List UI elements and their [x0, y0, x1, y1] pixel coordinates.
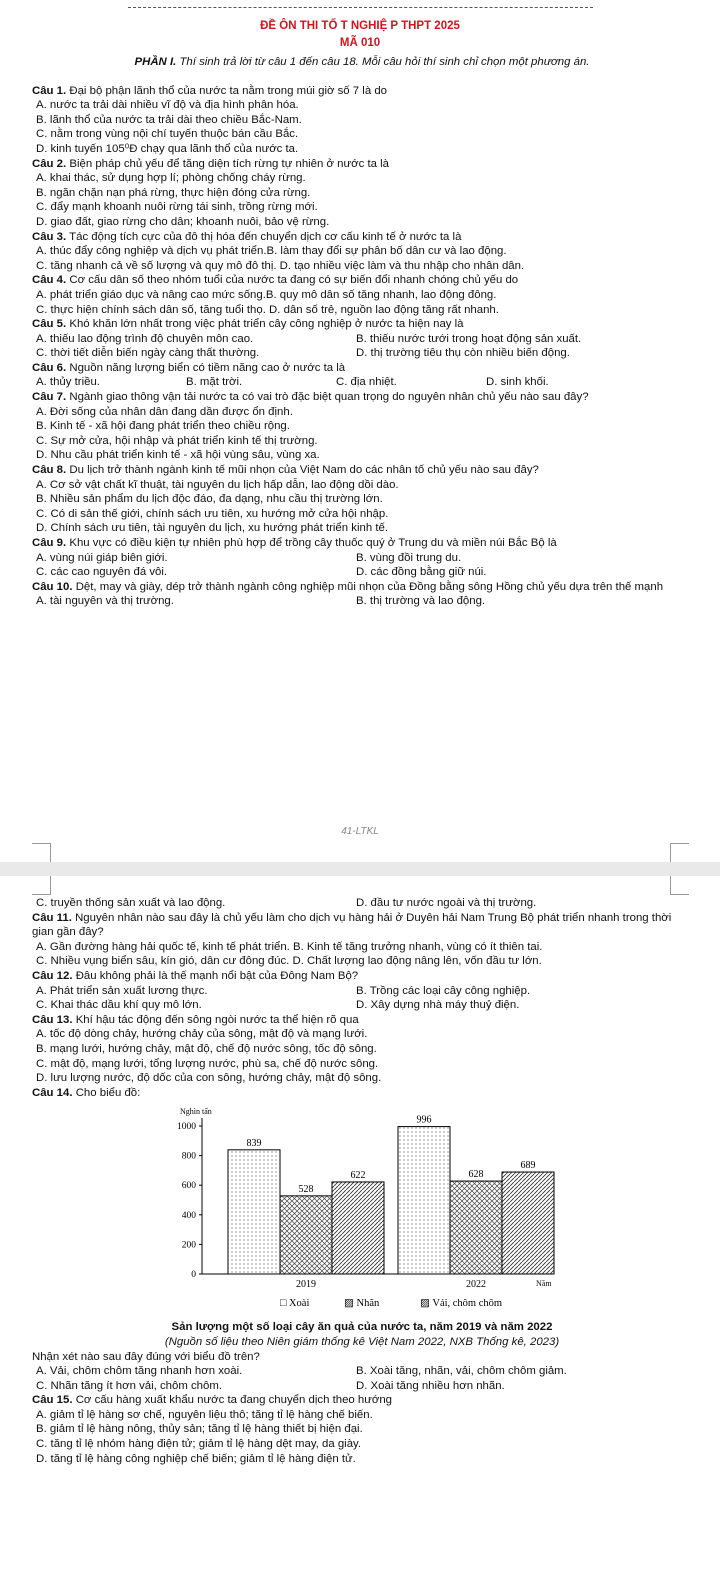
crop-mark	[670, 843, 689, 862]
option: B. Xoài tăng, nhãn, vải, chôm chôm giảm.	[356, 1365, 567, 1378]
question-4: Câu 4. Cơ cấu dân số theo nhóm tuổi của nước ta đang có sự biến đổi nhanh chóng chủ yếu do A. phát triển giáo dục và nâng cao mức sống.B. quy mô dân số tăng nhanh, lao động đông. C. thực hiện chính sách dân số, tăng tuổi thọ. D. dân số trẻ, nguồn lao động tăng rất nhanh.	[32, 273, 692, 317]
option: A. tài nguyên và thị trường.	[36, 595, 174, 608]
question-6: Câu 6. Nguồn năng lượng biển có tiềm năng cao ở nước ta là A. thủy triều. B. mặt trời. C. địa nhiệt. D. sinh khối.	[32, 361, 692, 390]
option: D. Xoài tăng nhiều hơn nhãn.	[356, 1379, 505, 1392]
option: B. thiếu nước tưới trong hoạt động sản xuất.	[356, 332, 582, 345]
option: B. lãnh thổ của nước ta trải dài theo chiều Bắc-Nam.	[36, 113, 302, 126]
option: C. Có di sản thế giới, chính sách ưu tiên, xu hướng mở cửa hội nhập.	[36, 507, 389, 520]
option: A. khai thác, sử dụng hợp lí; phòng chống cháy rừng.	[36, 172, 306, 185]
page-1-content	[32, 55, 692, 609]
crop-mark	[670, 876, 689, 895]
page-2	[0, 876, 720, 1576]
option-row: C. tăng nhanh cả về số lượng và quy mô đô thị. D. tạo nhiều việc làm và thu nhập cho nhân dân.	[36, 259, 525, 272]
question-15: Câu 15. Cơ cấu hàng xuất khẩu nước ta đang chuyển dịch theo hướng A. giảm tỉ lệ hàng sơ chế, nguyên liệu thô; tăng tỉ lệ hàng chế biến. B. giảm tỉ lệ hàng nông, thủy sản; tăng tỉ lệ hàng thiết bị hiện đại. C. tăng tỉ lệ nhóm hàng điện tử; giảm tỉ lệ hàng dệt may, da giày. D. tăng tỉ lệ hàng công nghiệp chế biến; giảm tỉ lệ hàng điện tử.	[32, 1393, 692, 1466]
x-axis-label: Năm	[536, 1279, 552, 1289]
option: C. Sự mở cửa, hội nhập và phát triển kinh tế thị trường.	[36, 434, 318, 447]
option: B. Kinh tế - xã hội đang phát triển theo chiều rộng.	[36, 420, 290, 433]
page-gap	[0, 862, 720, 876]
chart-container	[162, 1106, 562, 1318]
option: C. Khai thác dầu khí quy mô lớn.	[36, 999, 202, 1012]
option: D. sinh khối.	[486, 376, 549, 389]
option: A. thủy triều.	[36, 376, 100, 389]
y-tick-label: 200	[181, 1240, 196, 1251]
bar-value-label: 628	[468, 1169, 484, 1181]
option: D. Xây dựng nhà máy thuỷ điện.	[356, 999, 520, 1012]
option: C. tăng tỉ lệ nhóm hàng điện tử; giảm tỉ lệ hàng dệt may, da giày.	[36, 1438, 362, 1451]
bar	[228, 1150, 280, 1274]
option-row: A. phát triển giáo dục và nâng cao mức sống.B. quy mô dân số tăng nhanh, lao động đông.	[36, 288, 497, 301]
question-8: Câu 8. Du lịch trở thành ngành kinh tế mũi nhọn của Việt Nam do các nhân tố chủ yếu nào sau đây? A. Cơ sở vật chất kĩ thuật, tài nguyên du lịch hấp dẫn, lao động dồi dào. B. Nhiều sản phẩm du lịch độc đáo, đa dạng, nhu cầu thị trường lớn. C. Có di sản thế giới, chính sách ưu tiên, xu hướng mở cửa hội nhập. D. Chính sách ưu tiên, tài nguyên du lịch, xu hướng phát triển kinh tế.	[32, 463, 692, 536]
exam-title: ĐỀ ÔN THI TỐ T NGHIỆ P THPT 2025	[260, 20, 460, 32]
option: A. Vải, chôm chôm tăng nhanh hơn xoài.	[36, 1365, 243, 1378]
option: A. Phát triển sản xuất lương thực.	[36, 984, 208, 997]
bar-value-label: 622	[350, 1170, 366, 1182]
question-14: Câu 14. Cho biểu đồ: Nghìn tấn Năm 0 200 400 600 800 1000 839 528 622 2019 996 628 689 2022 □ Xoài ▨ Nhãn ▨ Vải, chôm chôm Sản lượng một số loại cây ăn quả của nước ta, năm 2019 và năm 2022 (Nguồn số liệu theo Niên giám thống kê Việt Nam 2022, NXB Thống kê, 2023) Nhận xét nào sau đây đúng với biểu đồ trên? A. Vải, chôm chôm tăng nhanh hơn xoài. B. Xoài tăng, nhãn, vải, chôm chôm giảm. C. Nhãn tăng ít hơn vải, chôm chôm. D. Xoài tăng nhiều hơn nhãn.	[32, 1086, 692, 1394]
bar	[332, 1182, 384, 1274]
option: B. vùng đồi trung du.	[356, 551, 462, 564]
crop-mark	[32, 876, 51, 895]
question-9: Câu 9. Khu vực có điều kiện tự nhiên phù hợp để trồng cây thuốc quý ở Trung du và miền núi Bắc Bộ là A. vùng núi giáp biên giới. B. vùng đồi trung du. C. các cao nguyên đá vôi. D. các đồng bằng giữ núi.	[32, 536, 692, 580]
option: D. thị trường tiêu thụ còn nhiều biến động.	[356, 347, 570, 360]
question-1: Câu 1. Đại bộ phận lãnh thổ của nước ta nằm trong múi giờ số 7 là do A. nước ta trải dài nhiều vĩ độ và địa hình phân hóa. B. lãnh thổ của nước ta trải dài theo chiều Bắc-Nam. C. nằm trong vùng nội chí tuyến thuộc bán cầu Bắc. D. kinh tuyến 105⁰Đ chạy qua lãnh thổ của nước ta.	[32, 84, 692, 157]
bar	[450, 1181, 502, 1274]
question-12: Câu 12. Đâu không phải là thế mạnh nổi bật của Đông Nam Bộ? A. Phát triển sản xuất lương thực. B. Trồng các loại cây công nghiệp. C. Khai thác dầu khí quy mô lớn. D. Xây dựng nhà máy thuỷ điện.	[32, 969, 692, 1013]
option: D. Chính sách ưu tiên, tài nguyên du lịch, xu hướng phát triển kinh tế.	[36, 522, 388, 535]
option: C. thời tiết diễn biến ngày càng thất thường.	[36, 347, 260, 360]
option: A. vùng núi giáp biên giới.	[36, 551, 168, 564]
option: C. các cao nguyên đá vôi.	[36, 566, 168, 579]
question-3: Câu 3. Tác động tích cực của đô thị hóa đến chuyển dịch cơ cấu kinh tế ở nước ta là A. thúc đẩy công nghiệp và dịch vụ phát triển.B. làm thay đổi sự phân bố dân cư và lao động. C. tăng nhanh cả về số lượng và quy mô đô thị. D. tạo nhiều việc làm và thu nhập cho nhân dân.	[32, 230, 692, 274]
bar-chart	[162, 1106, 562, 1318]
bar-value-label: 689	[520, 1160, 536, 1172]
option: B. mạng lưới, hướng chảy, mật độ, chế độ nước sông, tốc độ sông.	[36, 1042, 377, 1055]
y-tick-label: 400	[181, 1211, 196, 1222]
option: A. Cơ sở vật chất kĩ thuật, tài nguyên du lịch hấp dẫn, lao động dồi dào.	[36, 478, 399, 491]
option-row: A. thúc đẩy công nghiệp và dịch vụ phát triển.B. làm thay đổi sự phân bố dân cư và lao động.	[36, 245, 507, 258]
option: B. ngăn chặn nạn phá rừng, thực hiện đóng cửa rừng.	[36, 186, 311, 199]
option: B. Nhiều sản phẩm du lịch độc đáo, đa dạng, nhu cầu thị trường lớn.	[36, 493, 383, 506]
x-tick-label: 2022	[466, 1279, 486, 1291]
y-tick-label: 600	[181, 1181, 196, 1192]
option-row: C. Nhiều vụng biển sâu, kín gió, dân cư đông đúc. D. Chất lượng lao động nâng lên, vốn đầu tư lớn.	[36, 955, 542, 968]
chart-title: Sản lượng một số loại cây ăn quả của nước ta, năm 2019 và năm 2022	[171, 1321, 553, 1334]
option: A. giảm tỉ lệ hàng sơ chế, nguyên liệu thô; tăng tỉ lệ hàng chế biến.	[36, 1408, 373, 1421]
y-tick-label: 0	[191, 1270, 196, 1281]
legend-item: ▨ Vải, chôm chôm	[420, 1298, 503, 1310]
bar-value-label: 839	[246, 1138, 262, 1150]
part-instruction: PHẦN I. Thí sinh trả lời từ câu 1 đến câu 18. Mỗi câu hỏi thí sinh chỉ chọn một phương án.	[134, 56, 590, 68]
option: A. tốc độ dòng chảy, hướng chảy của sông, mật độ và mạng lưới.	[36, 1028, 368, 1041]
option-row: C. thực hiện chính sách dân số, tăng tuổi thọ. D. dân số trẻ, nguồn lao động tăng rất nhanh.	[36, 303, 499, 316]
option: D. Nhu cầu phát triển kinh tế - xã hội vùng sâu, vùng xa.	[36, 449, 320, 462]
option: C. mật độ, mạng lưới, tổng lượng nước, phù sa, chế độ nước sông.	[36, 1057, 379, 1070]
crop-mark	[32, 843, 51, 862]
option: A. thiếu lao động trình độ chuyên môn cao.	[36, 332, 254, 345]
question-10: Câu 10. Dệt, may và giày, dép trở thành ngành công nghiệp mũi nhọn của Đồng bằng sông Hồng chủ yếu dựa trên thế mạnh A. tài nguyên và thị trường. B. thị trường và lao động.	[32, 580, 692, 609]
bar-value-label: 996	[416, 1114, 432, 1126]
option: D. lưu lượng nước, độ dốc của con sông, hướng chảy, mật độ sông.	[36, 1072, 382, 1085]
chart-source: (Nguồn số liệu theo Niên giám thống kê Việt Nam 2022, NXB Thống kê, 2023)	[164, 1335, 560, 1348]
y-axis-label: Nghìn tấn	[180, 1107, 212, 1117]
question-7: Câu 7. Ngành giao thông vận tải nước ta có vai trò đặc biệt quan trọng do nguyên nhân chủ yếu nào sau đây? A. Đời sống của nhân dân đang dần được ổn định. B. Kinh tế - xã hội đang phát triển theo chiều rộng. C. Sự mở cửa, hội nhập và phát triển kinh tế thị trường. D. Nhu cầu phát triển kinh tế - xã hội vùng sâu, vùng xa.	[32, 390, 692, 463]
bar	[502, 1172, 554, 1274]
page-footer: 41-LTKL	[341, 826, 379, 837]
option: D. tăng tỉ lệ hàng công nghiệp chế biến; giảm tỉ lệ hàng điện tử.	[36, 1452, 356, 1465]
option: C. Nhãn tăng ít hơn vải, chôm chôm.	[36, 1379, 223, 1392]
x-tick-label: 2019	[296, 1279, 316, 1291]
option: B. giảm tỉ lệ hàng nông, thủy sản; tăng tỉ lệ hàng thiết bị hiện đại.	[36, 1423, 363, 1436]
bar-value-label: 528	[298, 1184, 314, 1196]
legend-item: □ Xoài	[280, 1298, 310, 1310]
option: D. kinh tuyến 105⁰Đ chạy qua lãnh thổ của nước ta.	[36, 142, 299, 155]
y-tick-label: 1000	[177, 1122, 196, 1133]
question-13: Câu 13. Khí hậu tác động đến sông ngòi nước ta thể hiện rõ qua A. tốc độ dòng chảy, hướng chảy của sông, mật độ và mạng lưới. B. mạng lưới, hướng chảy, mật độ, chế độ nước sông, tốc độ sông. C. mật độ, mạng lưới, tổng lượng nước, phù sa, chế độ nước sông. D. lưu lượng nước, độ dốc của con sông, hướng chảy, mật độ sông.	[32, 1013, 692, 1086]
legend-item: ▨ Nhãn	[344, 1298, 380, 1310]
question-11: Câu 11. Nguyên nhân nào sau đây là chủ yếu làm cho dịch vụ hàng hải ở Duyên hải Nam Trung Bộ phát triển nhanh trong thời gian gần đây? A. Gần đường hàng hải quốc tế, kinh tế phát triển. B. Kinh tế tăng trưởng nhanh, vùng có ít thiên tai. C. Nhiều vụng biển sâu, kín gió, dân cư đông đúc. D. Chất lượng lao động nâng lên, vốn đầu tư lớn.	[32, 911, 692, 969]
option: C. đẩy mạnh khoanh nuôi rừng tái sinh, trồng rừng mới.	[36, 201, 318, 214]
option: A. nước ta trải dài nhiều vĩ độ và địa hình phân hóa.	[36, 99, 299, 112]
question-2: Câu 2. Biện pháp chủ yếu để tăng diện tích rừng tự nhiên ở nước ta là A. khai thác, sử dụng hợp lí; phòng chống cháy rừng. B. ngăn chặn nạn phá rừng, thực hiện đóng cửa rừng. C. đẩy mạnh khoanh nuôi rừng tái sinh, trồng rừng mới. D. giao đất, giao rừng cho dân; khoanh nuôi, bảo vệ rừng.	[32, 157, 692, 230]
option-row: A. Gần đường hàng hải quốc tế, kinh tế phát triển. B. Kinh tế tăng trưởng nhanh, vùng có ít thiên tai.	[36, 940, 543, 953]
page-2-content	[32, 896, 692, 1466]
question-14-prompt: Nhận xét nào sau đây đúng với biểu đồ trên?	[32, 1350, 260, 1363]
question-5: Câu 5. Khó khăn lớn nhất trong việc phát triển cây công nghiệp ở nước ta hiện nay là A. thiếu lao động trình độ chuyên môn cao. B. thiếu nước tưới trong hoạt động sản xuất. C. thời tiết diễn biến ngày càng thất thường. D. thị trường tiêu thụ còn nhiều biến động.	[32, 317, 692, 361]
option: C. truyền thống sản xuất và lao động.	[36, 897, 226, 909]
exam-code: MÃ 010	[339, 37, 381, 49]
top-divider	[128, 7, 593, 8]
option: D. giao đất, giao rừng cho dân; khoanh nuôi, bảo vệ rừng.	[36, 215, 330, 228]
option: B. thị trường và lao động.	[356, 595, 486, 608]
option: B. Trồng các loại cây công nghiệp.	[356, 984, 531, 997]
bar	[398, 1127, 450, 1274]
bar	[280, 1196, 332, 1274]
option: C. nằm trong vùng nội chí tuyến thuộc bán cầu Bắc.	[36, 128, 299, 141]
option: A. Đời sống của nhân dân đang dần được ổn định.	[36, 405, 293, 418]
y-tick-label: 800	[181, 1151, 196, 1162]
option: C. địa nhiệt.	[336, 376, 397, 389]
option: B. mặt trời.	[186, 376, 243, 389]
option: D. các đồng bằng giữ núi.	[356, 566, 487, 579]
option: D. đầu tư nước ngoài và thị trường.	[356, 897, 537, 909]
